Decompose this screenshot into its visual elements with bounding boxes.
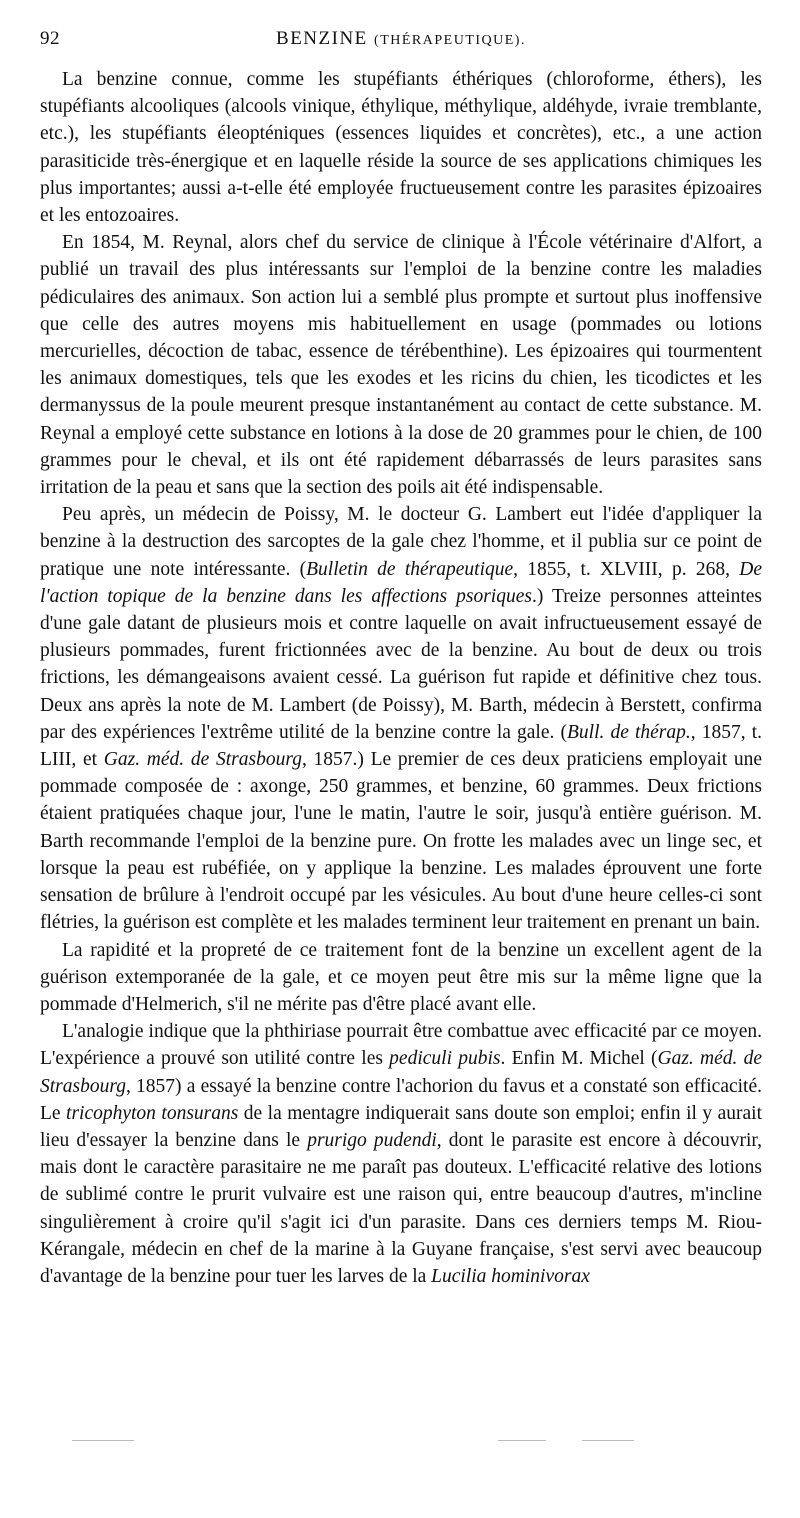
italic-citation: De l'action topique de la benzine dans les affections psoriques <box>40 558 763 607</box>
footer-rule-center <box>498 1440 546 1441</box>
text-run: L'analogie indique que la phthiriase pourrait être combattue avec efficacité par ce moyen. L'expérience a prouvé son utilité contre les <box>40 1021 762 1070</box>
text-run: . Enfin M. Michel ( <box>500 1048 658 1070</box>
page-number: 92 <box>40 28 60 49</box>
text-run: En 1854, M. Reynal, alors chef du service de clinique à l'École vétérinaire d'Alfort, a publié un travail des plus intéressants sur l'emploi de la benzine contre les maladies pédiculaires des animaux. Son action lui a semblé plus prompte et surtout plus inoffensive que celle des autres moyens mis habituellement en usage (pommades ou lotions mercurielles, décoction de tabac, essence de térébenthine). Les épizoaires qui tourmentent les animaux domestiques, tels que les exodes et les ricins du chien, les ticodictes et les dermanyssus de la poule meurent presque instantanément au contact de cette substance. M. Reynal a employé cette substance en lotions à la dose de 20 grammes pour le chien, de 100 grammes pour le cheval, et ils ont été rapidement débarrassés de leurs parasites sans irritation de la peau et sans que la section des poils ait été indispensable. <box>40 232 762 499</box>
running-title <box>40 28 762 50</box>
text-run: .) Treize personnes atteintes d'une gale datant de plusieurs mois et contre laquelle on avait infructueusement essayé de plusieurs pommades, furent frictionnées avec de la benzine. Au bout de deux ou trois frictions, les démangeaisons avaient cessé. La guérison fut rapide et définitive chez tous. Deux ans après la note de M. Lambert (de Poissy), M. Barth, médecin à Berstett, confirma par des expériences l'extrême utilité de la benzine contre la gale. ( <box>40 585 762 743</box>
paragraph <box>40 229 762 501</box>
paragraph <box>40 937 762 1019</box>
running-title-sub: (THÉRAPEUTIQUE). <box>374 33 526 48</box>
italic-citation: pediculi pubis <box>389 1048 501 1070</box>
italic-citation: Bulletin de thérapeutique <box>306 558 514 580</box>
text-run: de la mentagre indiquerait sans doute son emploi; enfin il y aurait lieu d'essayer la benzine dans le <box>40 1102 762 1151</box>
italic-citation: Lucilia hominivorax <box>431 1265 590 1287</box>
text-run: , dont le parasite est encore à découvrir, mais dont le caractère parasitaire ne me paraît pas douteux. L'efficacité relative des lotions de sublimé contre le prurit vulvaire est une raison qui, entre beaucoup d'autres, m'incline singulièrement à croire qu'il s'agit ici d'un parasite. Dans ces derniers temps M. Riou-Kérangale, médecin en chef de la marine à la Guyane française, s'est servi avec beaucoup d'avantage de la benzine pour tuer les larves de la <box>40 1129 763 1287</box>
text-run: , 1857, t. LIII, et <box>40 721 762 771</box>
text-run: Peu après, un médecin de Poissy, M. le docteur G. Lambert eut l'idée d'appliquer la benzine à la destruction des sarcoptes de la gale chez l'homme, et il publia sur ce point de pratique une note intéressante. ( <box>40 504 762 580</box>
text-run: , 1855, t. XLVIII, p. 268, <box>513 558 740 580</box>
footer-rule-left <box>72 1440 134 1441</box>
body-text <box>40 66 762 1290</box>
italic-citation: Gaz. méd. de Strasbourg <box>103 749 302 771</box>
footer-rule-right <box>582 1440 634 1441</box>
text-run: , 1857.) Le premier de ces deux praticiens employait une pommade composée de : axonge, 250 grammes, et benzine, 60 grammes. Deux frictions étaient pratiquées chaque jour, l'une le matin, l'autre le soir, jusqu'à entière guérison. M. Barth recommande l'emploi de la benzine pure. On frotte les malades avec un linge sec, et lorsque la peau est rubéfiée, on y applique la benzine. Les malades éprouvent une forte sensation de brûlure à l'endroit occupé par les vésicules. Au bout d'une heure celles-ci sont flétries, la guérison est complète et les malades terminent leur traitement en prenant un bain. <box>40 749 763 934</box>
paragraph <box>40 1018 762 1290</box>
text-run: , 1857) a essayé la benzine contre l'achorion du favus et a constaté son efficacité. Le <box>40 1075 762 1124</box>
text-run: La benzine connue, comme les stupéfiants éthériques (chloroforme, éthers), les stupéfiants alcooliques (alcools vinique, éthylique, méthylique, aldéhyde, ivraie tremblante, etc.), les stupéfiants éleopténiques (essences liquides et concrètes), etc., a une action parasiticide très-énergique et en laquelle réside la source de ses applications chimiques les plus importantes; aussi a-t-elle été employée fructueusement contre les parasites épizoaires et les entozoaires. <box>40 69 762 227</box>
paragraph <box>40 66 762 229</box>
italic-citation: tricophyton tonsurans <box>66 1102 239 1124</box>
page-header <box>40 28 762 54</box>
italic-citation: Gaz. méd. de Strasbourg <box>40 1048 762 1097</box>
text-run: La rapidité et la propreté de ce traitement font de la benzine un excellent agent de la guérison extemporanée de la gale, et ce moyen peut être mis sur la même ligne que la pommade d'Helmerich, s'il ne mérite pas d'être placé avant elle. <box>40 939 762 1015</box>
running-title-main: BENZINE <box>276 28 368 49</box>
italic-citation: prurigo pudendi <box>307 1129 437 1151</box>
italic-citation: Bull. de thérap. <box>566 721 691 743</box>
paragraph <box>40 501 762 936</box>
